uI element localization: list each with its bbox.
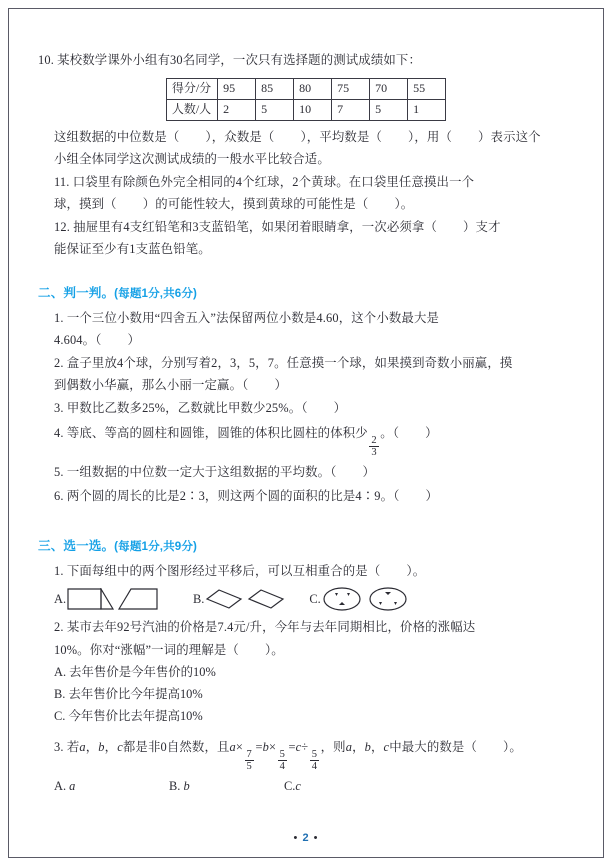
choice-label-a: A. [54,591,67,606]
eq-sign-2: = [288,740,296,755]
section-judge-title: 二、判一判。 [38,285,115,300]
question-11-line-a: 11. 口袋里有除颜色外完全相同的4个红球，2个黄球。在口袋里任意摸出一个 [54,174,475,189]
var-a: a [79,740,86,755]
section-heading-judge [38,283,574,304]
table-cell: 5 [256,99,294,120]
var-c: c [117,740,123,755]
table-cell: 85 [256,78,294,99]
choice-q3-option-c[interactable] [284,775,399,797]
q10-text-1: 这组数据的中位数是（ [54,129,180,144]
footer-dot-right: • [313,832,319,844]
judge-1-text-1: 4.604。（ [54,333,102,347]
choice-q3-text-3: ，则 [320,740,346,755]
section-heading-choice [38,536,574,557]
section-choice-title: 三、选一选。 [38,538,115,553]
page-content [38,50,574,797]
choice-q2-option-b[interactable]: B. 去年售价比今年提高10% [54,687,203,702]
q10-text-4: ），用（ [408,129,453,144]
fraction-denominator: 5 [246,761,252,773]
judge-item-6 [38,486,574,508]
question-12-line-a [38,217,574,239]
fraction-numerator: 2 [371,434,377,446]
rhombus-pair-svg [205,588,287,610]
fraction-denominator: 3 [371,446,377,458]
choice-q1-text-1: 1. 下面每组中的两个图形经过平移后，可以互相重合的是（ [54,563,381,578]
judge-4-text-3: ） [425,426,438,440]
table-cell: 75 [332,78,370,99]
fraction-two-thirds [369,435,378,458]
choice-q3-option-a-value: a [69,779,76,794]
choice-q2-text-2: ）。 [264,642,284,657]
choice-q3-text-2: 都是非0自然数，且 [122,740,230,755]
section-judge-score: (每题1分,共6分) [114,286,197,300]
fraction-numerator: 5 [279,749,285,761]
table-cell: 70 [370,78,408,99]
eq-divide: ÷ [301,740,309,755]
eq-sign-1: = [255,740,263,755]
judge-1-text-2: ） [127,333,141,347]
choice-q3-option-a-label: A. [54,779,67,794]
choice-q3-stem [38,737,574,772]
comma: ， [371,740,384,755]
judge-4-text-2: 。（ [380,426,400,440]
eq-times-2: × [268,740,277,755]
comma: ， [104,740,118,755]
q11-text-1: 球，摸到（ [54,197,117,211]
judge-item-2-line-a: 2. 盒子里放4个球，分别写着2，3，5，7。任意摸一个球，如果摸到奇数小丽赢，摸 [54,355,513,370]
page-footer [0,832,612,844]
section-choice-score: (每题1分,共9分) [114,539,197,553]
choice-q2-line-b [38,640,574,662]
var-b-2: b [364,740,371,755]
face-ellipse-pair-svg [322,587,410,611]
fraction-five-fourths-a [278,749,287,772]
choice-q2-line-a: 2. 某市去年92号汽油的价格是7.4元/升，今年与去年同期相比，价格的涨幅达 [54,620,476,635]
choice-q3-options-row [38,775,574,797]
judge-3-text-2: ） [333,400,347,415]
choice-q1-shape-row [38,587,574,611]
table-cell: 55 [408,78,446,99]
q10-text-2: ），众数是（ [205,129,275,144]
fraction-denominator: 4 [279,761,285,773]
var-c-2: c [383,740,390,755]
choice-q1-stem [38,561,574,583]
table-cell: 80 [294,78,332,99]
judge-5-text-2: ） [362,464,376,479]
fraction-denominator: 4 [311,761,318,773]
table-cell: 95 [218,78,256,99]
q11-text-3: ）。 [394,197,414,211]
judge-item-1-line-b [38,330,574,352]
choice-q1-text-2: ）。 [406,563,426,578]
var-b: b [98,740,105,755]
score-distribution-table [166,78,446,121]
table-row-header: 得分/分 [166,78,217,99]
table-row [166,99,445,120]
q11-text-2: ）的可能性较大，摸到黄球的可能性是（ [142,197,369,211]
footer-dot-left: • [293,832,299,844]
table-cell: 5 [370,99,408,120]
judge-2-text-2: ） [274,378,287,392]
choice-q3-option-b[interactable] [169,775,284,797]
choice-q2-option-c[interactable]: C. 今年售价比去年提高10% [54,709,203,724]
choice-q3-option-a[interactable] [54,775,169,797]
score-table-wrapper [38,78,574,121]
q12-text-2: ）支才 [463,219,501,234]
table-row-header: 人数/人 [166,99,217,120]
judge-item-4 [38,423,574,458]
q10-text-3: ），平均数是（ [300,129,383,144]
choice-q3-option-c-label: C. [284,779,296,794]
eq-var-b: b [262,740,269,755]
q12-text-1: 12. 抽屉里有4支红铅笔和3支蓝铅笔，如果闭着眼睛拿，一次必须拿（ [54,219,438,234]
choice-q3-text-4: 中最大的数是（ [389,740,477,755]
table-cell: 1 [408,99,446,120]
choice-q3-option-b-label: B. [169,779,181,794]
choice-q3-text-5: ）。 [503,740,522,755]
eq-var-c: c [295,740,302,755]
eq-times-1: × [235,740,244,755]
question-11-line-b [38,194,574,216]
face-ellipse-pair-icon[interactable] [322,587,410,611]
question-10-line-a [38,127,574,149]
judge-6-text-1: 6. 两个圆的周长的比是2∶3，则这两个圆的面积的比是4∶9。（ [54,489,400,504]
fraction-five-fourths-b [310,749,319,772]
trapezoid-pair-icon[interactable] [67,588,159,610]
table-cell: 7 [332,99,370,120]
judge-item-2-line-b [38,375,574,397]
table-cell: 10 [294,99,332,120]
judge-item-1-line-a: 1. 一个三位小数用“四舍五入”法保留两位小数是4.60，这个小数最大是 [54,310,440,325]
choice-label-b: B. [193,591,205,606]
fraction-seven-fifths [245,749,254,772]
judge-item-5 [38,462,574,484]
comma: ， [85,740,99,755]
comma: ， [352,740,365,755]
judge-3-text-1: 3. 甲数比乙数多25%，乙数就比甲数少25%。（ [54,400,308,415]
choice-label-c: C. [309,591,321,606]
rhombus-pair-icon[interactable] [205,588,287,610]
question-10-intro: 10. 某校数学课外小组有30名同学，一次只有选择题的测试成绩如下： [38,53,422,67]
table-row [166,78,445,99]
page-number: 2 [302,832,310,844]
fraction-numerator: 7 [246,749,252,761]
question-12-line-b: 能保证至少有1支蓝色铅笔。 [54,242,211,256]
table-cell: 2 [218,99,256,120]
choice-q2-text-1: 10%。你对“涨幅”一词的理解是（ [54,642,239,657]
eq-var-a: a [229,740,236,755]
question-10-line-b: 小组全体同学这次测试成绩的一般水平比较合适。 [54,152,330,166]
choice-q3-option-c-value: c [295,779,301,794]
fraction-numerator: 5 [311,749,318,761]
trapezoid-pair-svg [67,588,159,610]
var-a-2: a [345,740,353,755]
judge-5-text-1: 5. 一组数据的中位数一定大于这组数据的平均数。（ [54,464,337,479]
judge-2-text-1: 到偶数小华赢，那么小丽一定赢。（ [54,378,249,392]
q10-text-5: ）表示这个 [478,129,541,144]
judge-item-3 [38,398,574,420]
choice-q3-option-b-value: b [183,779,190,794]
judge-4-text-1: 4. 等底、等高的圆柱和圆锥，圆锥的体积比圆柱的体积少 [54,426,368,440]
choice-q3-text-1: 3. 若 [54,740,80,755]
choice-q2-option-a[interactable]: A. 去年售价是今年售价的10% [54,665,216,680]
judge-6-text-2: ） [425,489,439,504]
